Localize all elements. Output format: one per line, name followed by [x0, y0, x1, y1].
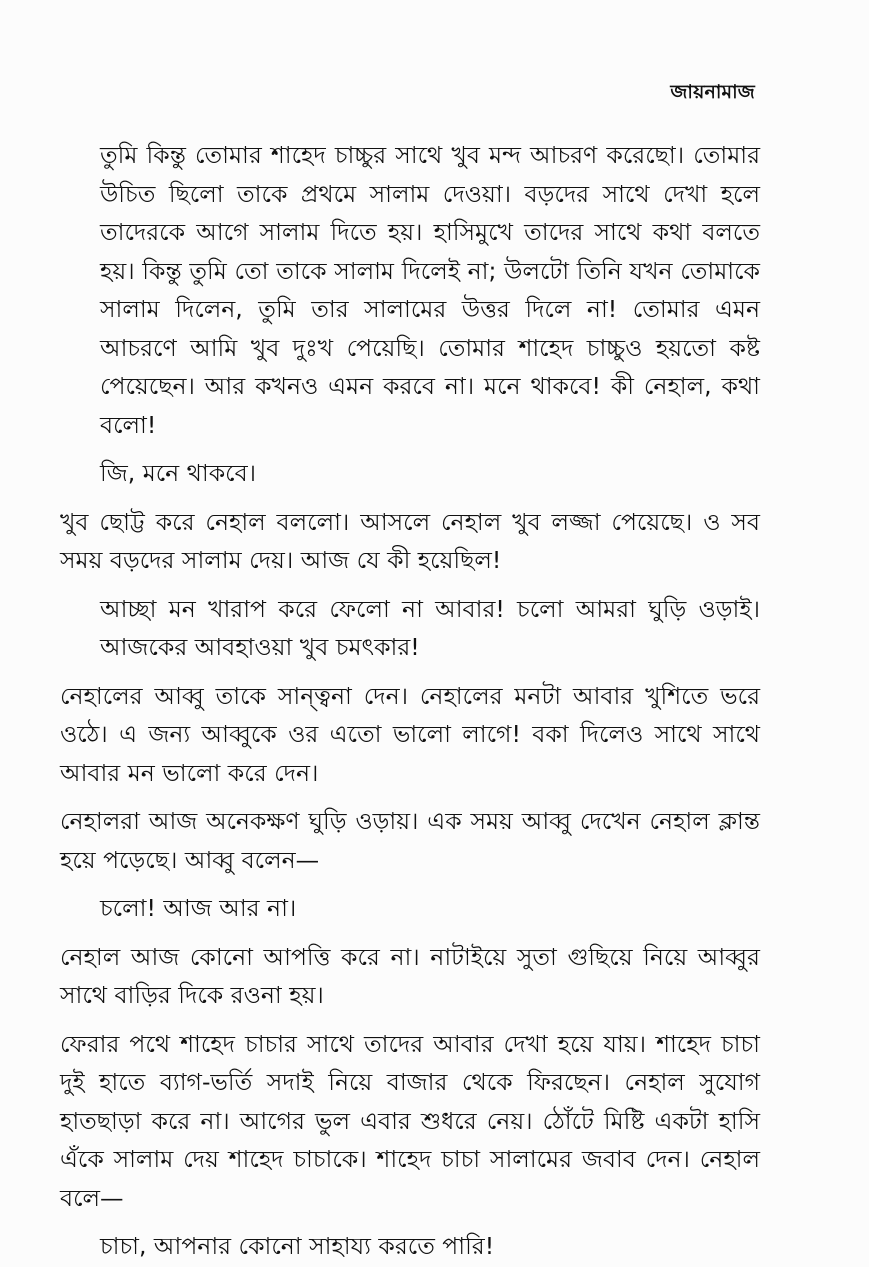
narration-paragraph-5: ফেরার পথে শাহেদ চাচার সাথে তাদের আবার দেখা হয়ে যায়। শাহেদ চাচা দুই হাতে ব্যাগ-ভর্তি সদাই নিয়ে বাজার থেকে ফিরছেন। নেহাল সুযোগ হাতছাড়া করে না। আগের ভুল এবার শুধরে নেয়। ঠোঁটে মিষ্টি একটা হাসি এঁকে সালাম দেয় শাহেদ চাচাকে। শাহেদ চাচা সালামের জবাব দেন। নেহাল বলে— — [60, 1029, 760, 1212]
dialog-paragraph-4: চলো! আজ আর না। — [100, 894, 297, 922]
narration-paragraph-1: খুব ছোট্ট করে নেহাল বললো। আসলে নেহাল খুব লজ্জা পেয়েছে। ও সব সময় বড়দের সালাম দেয়। আজ যে কী হয়েছিল! — [60, 507, 760, 574]
narration-paragraph-2: নেহালের আব্বু তাকে সান্ত্বনা দেন। নেহালের মনটা আবার খুশিতে ভরে ওঠে। এ জন্য আব্বুকে ওর এতো ভালো লাগে! বকা দিলেও সাথে সাথে আবার মন ভালো করে দেন। — [60, 681, 760, 787]
dialog-paragraph-5: চাচা, আপনার কোনো সাহায্য করতে পারি! — [100, 1232, 495, 1260]
dialog-paragraph-2: জি, মনে থাকবে। — [100, 459, 257, 487]
narration-paragraph-4: নেহাল আজ কোনো আপত্তি করে না। নাটাইয়ে সুতা গুছিয়ে নিয়ে আব্বুর সাথে বাড়ির দিকে রওনা হয়। — [60, 942, 760, 1009]
dialog-paragraph-3: আচ্ছা মন খারাপ করে ফেলো না আবার! চলো আমরা ঘুড়ি ওড়াই। আজকের আবহাওয়া খুব চমৎকার! — [100, 594, 760, 661]
narration-paragraph-3: নেহালরা আজ অনেকক্ষণ ঘুড়ি ওড়ায়। এক সময় আব্বু দেখেন নেহাল ক্লান্ত হয়ে পড়েছে। আব্বু বলেন— — [60, 807, 760, 874]
running-header: জায়নামাজ — [670, 81, 755, 103]
dialog-paragraph-1: তুমি কিন্তু তোমার শাহেদ চাচ্চুর সাথে খুব মন্দ আচরণ করেছো। তোমার উচিত ছিলো তাকে প্রথমে সালাম দেওয়া। বড়দের সাথে দেখা হলে তাদেরকে আগে সালাম দিতে হয়। হাসিমুখে তাদের সাথে কথা বলতে হয়। কিন্তু তুমি তো তাকে সালাম দিলেই না; উলটো তিনি যখন তোমাকে সালাম দিলেন, তুমি তার সালামের উত্তর দিলে না! তোমার এমন আচরণে আমি খুব দুঃখ পেয়েছি। তোমার শাহেদ চাচ্চুও হয়তো কষ্ট পেয়েছেন। আর কখনও এমন করবে না। মনে থাকবে! কী নেহাল, কথা বলো! — [100, 141, 760, 439]
body-text — [60, 136, 760, 1276]
